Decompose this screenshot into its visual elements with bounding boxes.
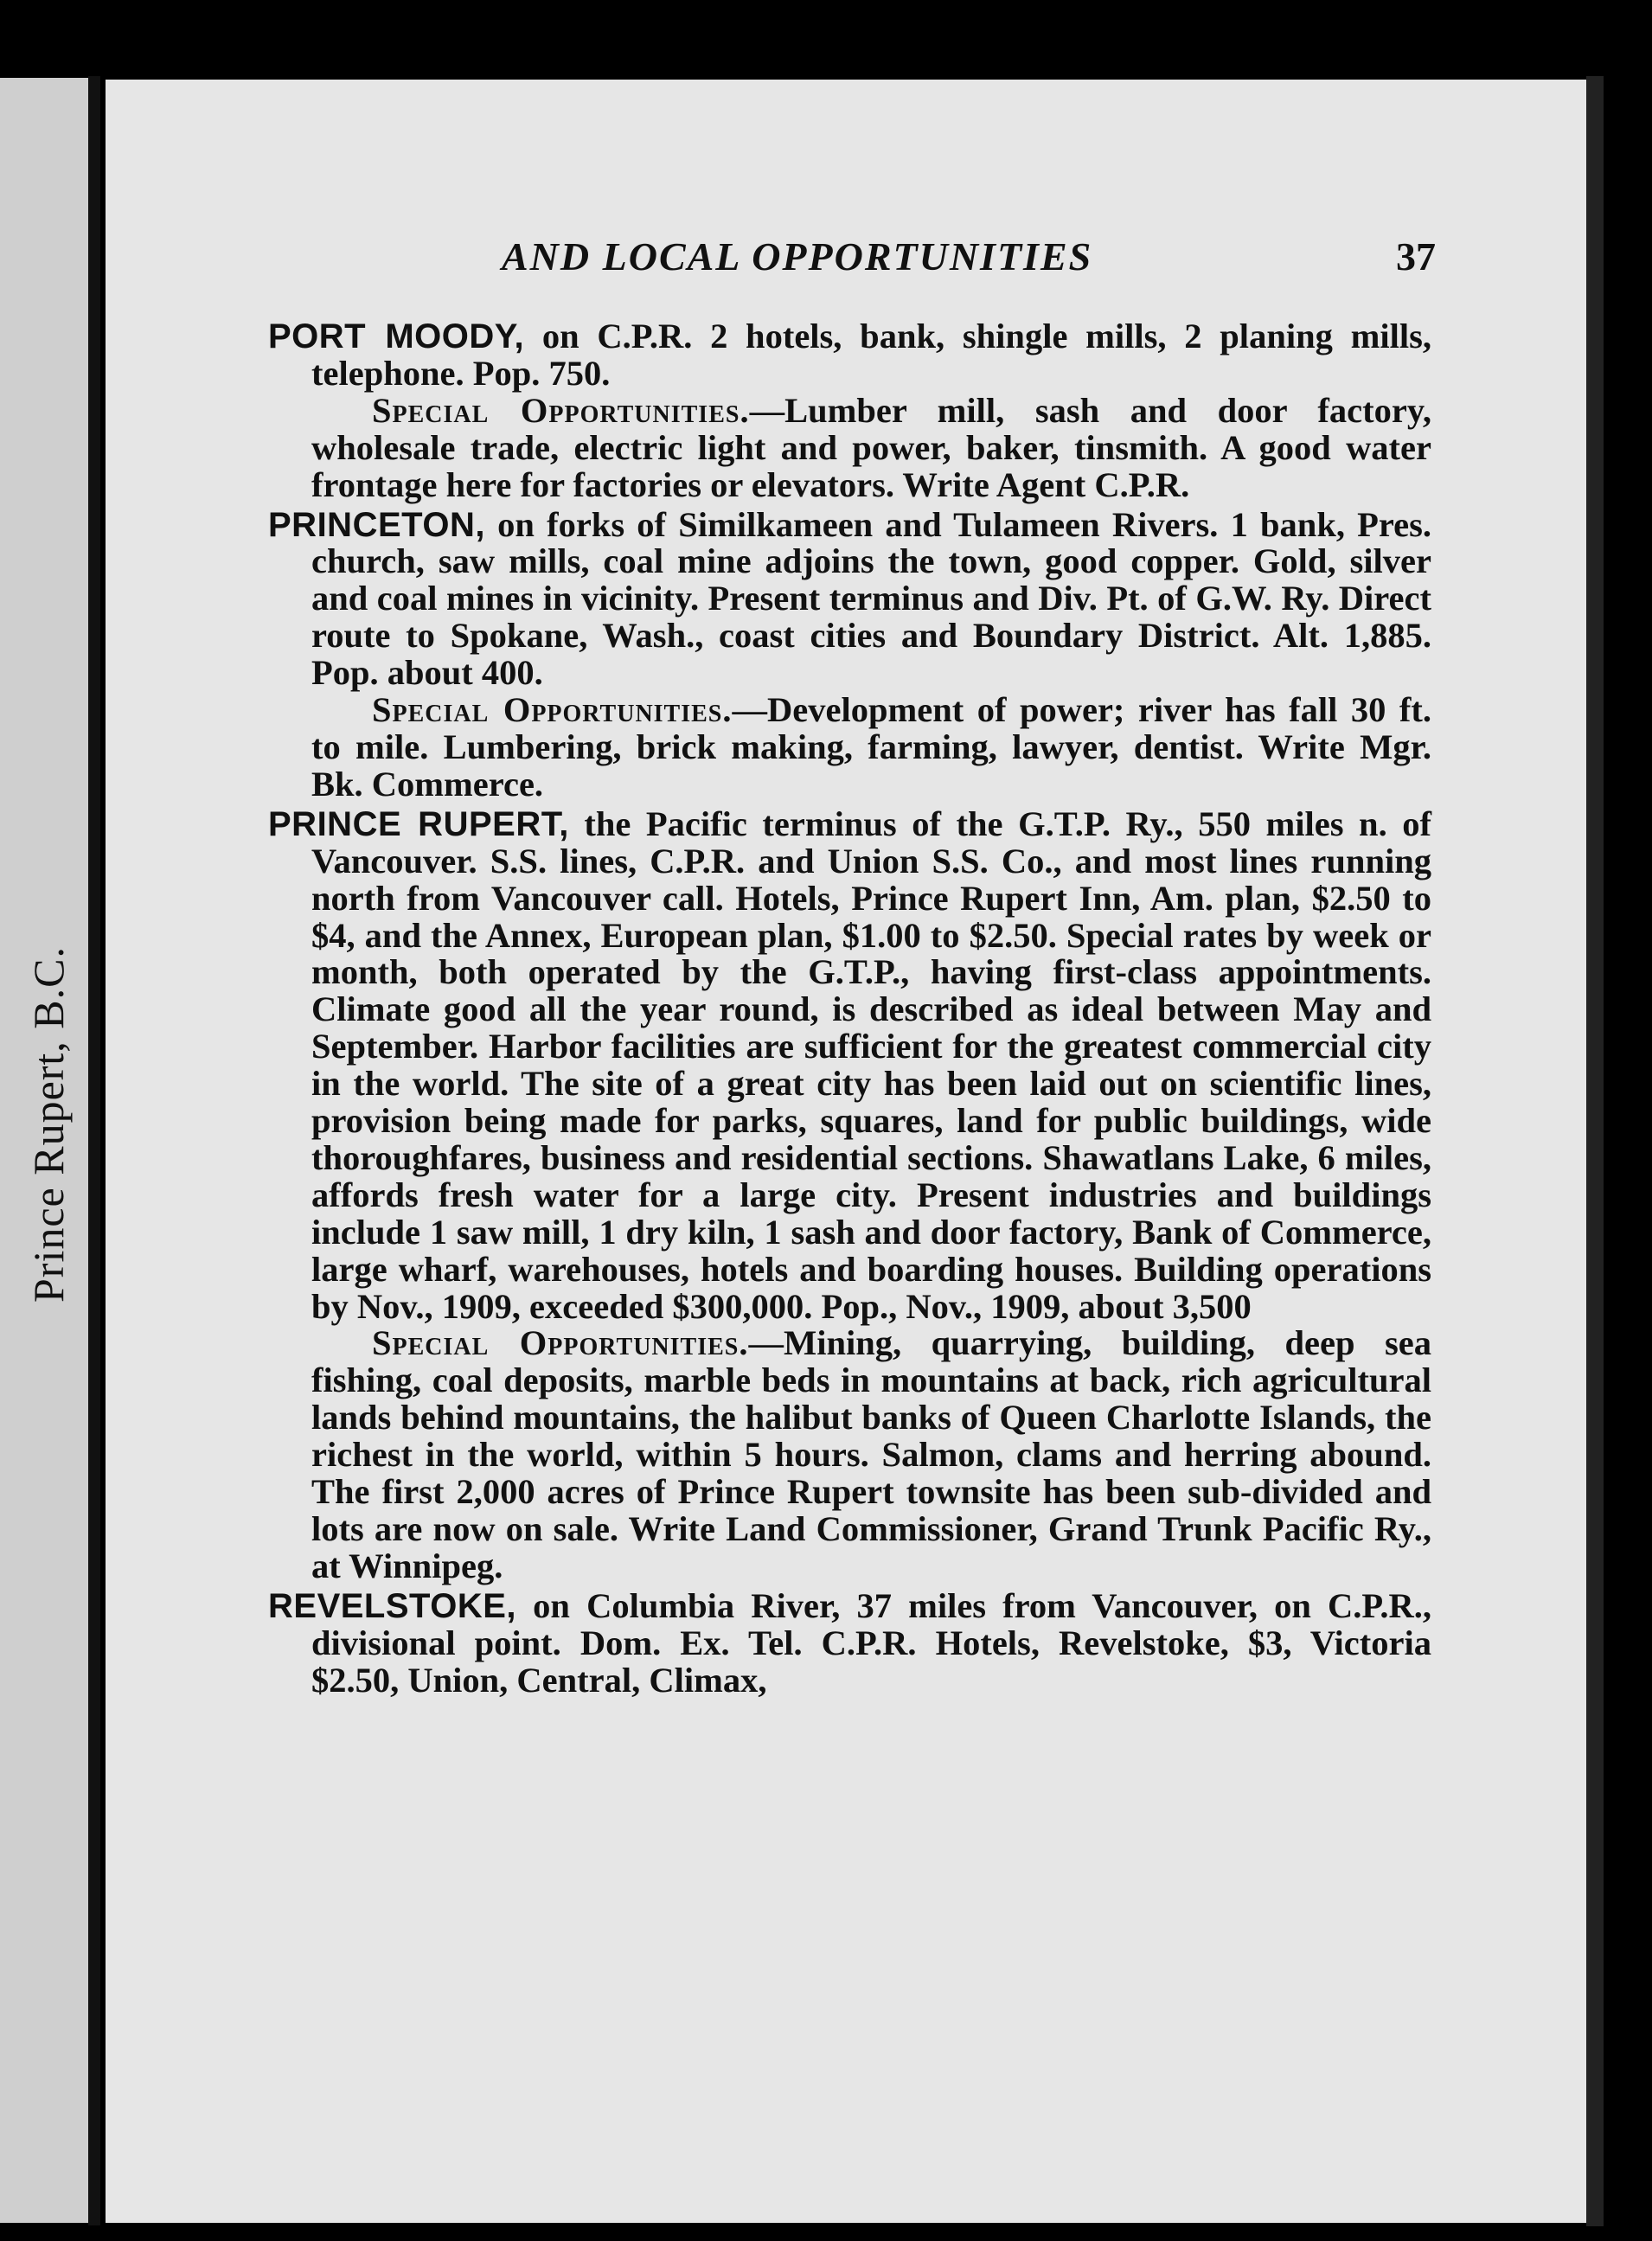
place-name: PRINCE RUPERT, [268,804,569,843]
page-header [502,234,1444,285]
entry-text: the Pacific terminus of the G.T.P. Ry., 550 miles n. of Vancouver. S.S. lines, C.P.R. and Union S.S. Co., and most lines running north from Vancouver call. Hotels, Prince Rupert Inn, Am. plan, $2.50 to $4, and the Annex, European plan, $1.00 to $2.50. Special rates by week or month, both operated by the G.T.P., having first-class appointments. Climate good all the year round, is described as ideal between May and September. Harbor facilities are sufficient for the greatest commercial city in the world. The site of a great city has been laid out on scientific lines, provision being made for parks, squares, land for public buildings, wide thoroughfares, business and residential sections. Shawatlans Lake, 6 miles, affords fresh water for a large city. Present industries and buildings include 1 saw mill, 1 dry kiln, 1 sash and door factory, Bank of Commerce, large wharf, warehouses, hotels and boarding houses. Building operations by Nov., 1909, exceeded $300,000. Pop., Nov., 1909, about 3,500 [311,804,1431,1326]
entry-text: on forks of Similkameen and Tulameen Rivers. 1 bank, Pres. church, saw mills, coal mine adjoins the town, good copper. Gold, silver and coal mines in vicinity. Present terminus and Div. Pt. of G.W. Ry. Direct route to Spokane, Wash., coast cities and Boundary District. Alt. 1,885. Pop. about 400. [311,504,1431,693]
entry-princeton [268,504,1431,804]
page-number: 37 [1396,234,1436,279]
directory-text [268,318,1431,1700]
special-text: —Development of power; river has fall 30 ft. to mile. Lumbering, brick making, farming, lawyer, dentist. Write Mgr. Bk. Commerce. [311,690,1431,804]
special-text: —Lumber mill, sash and door factory, wholesale trade, electric light and power, baker, tinsmith. A good water frontage here for factories or elevators. Write Agent C.P.R. [311,390,1431,504]
book-gutter [88,76,100,2225]
entry-text: on Columbia River, 37 miles from Vancouver, on C.P.R., divisional point. Dom. Ex. Tel. C.P.R. Hotels, Revelstoke, $3, Victoria $2.50, Union, Central, Climax, [311,1585,1431,1700]
special-label: Special Opportunities. [372,690,733,730]
special-label: Special Opportunities. [372,1323,749,1363]
place-name: PORT MOODY, [268,317,525,355]
page-right-edge [1586,76,1604,2226]
special-label: Special Opportunities. [372,390,750,430]
special-opportunities [311,1325,1431,1585]
special-text: —Mining, quarrying, building, deep sea fishing, coal deposits, marble beds in mountains at back, rich agricultural lands behind mountains, the halibut banks of Queen Charlotte Islands, the richest in the world, within 5 hours. Salmon, clams and herring abound. The first 2,000 acres of Prince Rupert townsite has been sub-divided and lots are now on sale. Write Land Commissioner, Grand Trunk Pacific Ry., at Winnipeg. [311,1323,1431,1585]
entry-revelstoke [268,1585,1431,1700]
place-name: PRINCETON, [268,505,485,544]
side-caption: Prince Rupert, B.C. [24,945,73,1303]
special-opportunities [311,692,1431,804]
running-head: AND LOCAL OPPORTUNITIES [502,234,1093,279]
entry-text: on C.P.R. 2 hotels, bank, shingle mills, 2 planing mills, telephone. Pop. 750. [311,317,1431,393]
special-opportunities [311,390,1431,504]
place-name: REVELSTOKE, [268,1586,517,1625]
entry-port-moody [268,318,1431,504]
entry-prince-rupert [268,806,1431,1585]
